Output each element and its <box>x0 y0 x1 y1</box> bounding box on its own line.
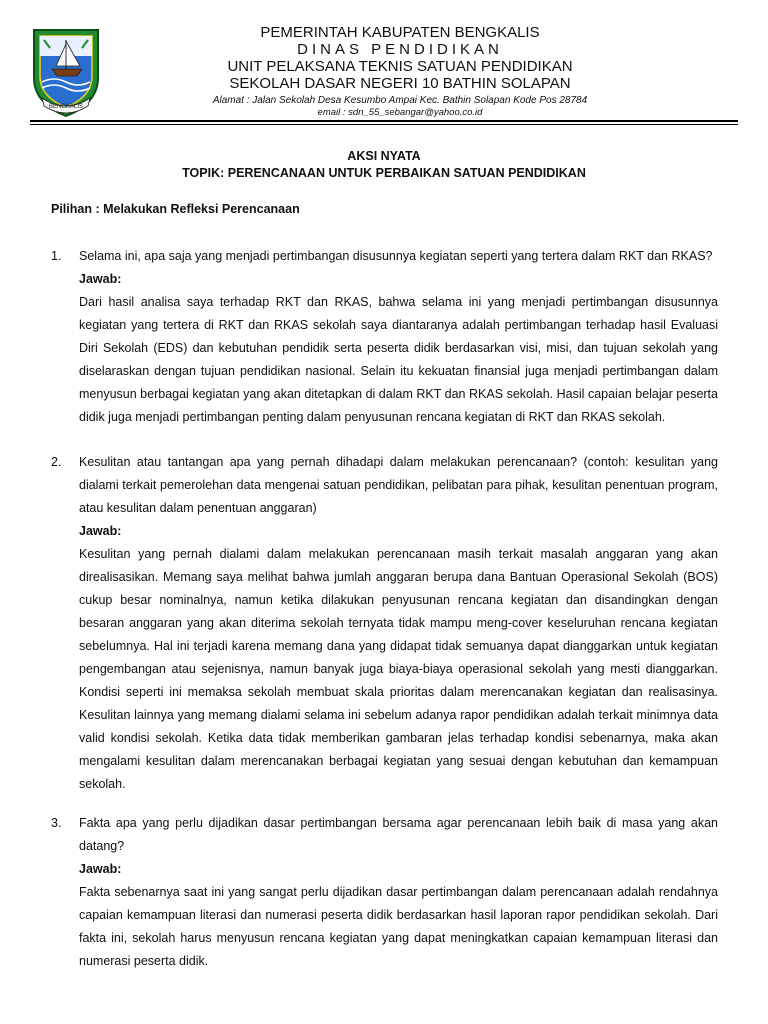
regency-crest-logo <box>30 26 102 118</box>
question-item-1 <box>51 245 718 429</box>
document-title: AKSI NYATA <box>347 149 421 163</box>
question-text: Fakta apa yang perlu dijadikan dasar pertimbangan bersama agar perencanaan lebih baik di masa yang akan datang? <box>79 816 718 853</box>
letterhead-text <box>100 24 700 119</box>
question-text: Kesulitan atau tantangan apa yang pernah dihadapi dalam melakukan perencanaan? (contoh: kesulitan yang dialami terkait pemerolehan data mengenai satuan pendidikan, pelibatan para pihak, kesulitan penentuan program, atau kesulitan dalam penentuan anggaran) <box>79 455 718 515</box>
svg-text:BENGKALIS: BENGKALIS <box>48 104 84 110</box>
letterhead-divider-thin <box>30 124 738 125</box>
unit-name: UNIT PELAKSANA TEKNIS SATUAN PENDIDIKAN <box>227 58 573 75</box>
school-email: email : sdn_55_sebangar@yahoo.co.id <box>317 107 483 118</box>
question-item-2 <box>51 451 718 796</box>
answer-label: Jawab: <box>79 862 122 876</box>
answer-text: Fakta sebenarnya saat ini yang sangat perlu dijadikan dasar pertimbangan dalam perencanaan adalah rendahnya capaian kemampuan literasi dan numerasi peserta didik berdasarkan hasil laporan rapor pendidikan sekolah. Dari fakta ini, sekolah harus menyusun rencana kegiatan yang dapat meningkatkan capaian kemampuan literasi dan numerasi peserta didik. <box>79 885 718 968</box>
school-address: Alamat : Jalan Sekolah Desa Kesumbo Ampai Kec. Bathin Solapan Kode Pos 28784 <box>212 95 588 106</box>
school-name: SEKOLAH DASAR NEGERI 10 BATHIN SOLAPAN <box>229 75 571 92</box>
answer-text: Dari hasil analisa saya terhadap RKT dan RKAS, bahwa selama ini yang menjadi pertimbangan disusunnya kegiatan yang tertera di RKT dan RKAS sekolah saya diantaranya adalah pertimbangan terhadap hasil Evaluasi Diri Sekolah (EDS) dan kebutuhan pendidik serta peserta didik berdasarkan visi, misi, dan tujuan sekolah yang diselaraskan dengan tujuan pendidikan nasional. Selain itu kekuatan finansial juga menjadi pertimbangan dalam menyusun berbagai kegiatan yang akan ditetapkan di dalam RKT dan RKAS sekolah. Hasil capaian belajar peserta didik juga menjadi pertimbangan penting dalam penyusunan rencana kegiatan di RKT dan RKAS sekolah. <box>79 295 718 424</box>
question-item-3 <box>51 812 718 973</box>
question-number: 1. <box>51 249 62 263</box>
choice-heading: Pilihan : Melakukan Refleksi Perencanaan <box>51 202 300 216</box>
letterhead-divider-thick <box>30 120 738 122</box>
question-number: 3. <box>51 816 62 830</box>
government-name: PEMERINTAH KABUPATEN BENGKALIS <box>260 24 540 41</box>
question-text: Selama ini, apa saja yang menjadi pertimbangan disusunnya kegiatan seperti yang tertera dalam RKT dan RKAS? <box>79 249 713 263</box>
question-number: 2. <box>51 455 62 469</box>
answer-label: Jawab: <box>79 272 122 286</box>
letterhead <box>0 18 768 128</box>
office-name: DINAS PENDIDIKAN <box>297 41 503 58</box>
answer-text: Kesulitan yang pernah dialami dalam melakukan perencanaan masih terkait masalah anggaran yang akan direalisasikan. Memang saya melihat bahwa jumlah anggaran berupa dana Bantuan Operasional Sekolah (BOS) cukup besar nominalnya, namun ketika dilakukan penyusunan rencana kegiatan dan disandingkan dengan besaran anggaran yang akan diterima sekolah ternyata tidak mampu meng-cover keseluruhan rencana kegiatan sebelumnya. Hal ini terjadi karena memang dana yang didapat tidak semuanya dapat dianggarkan untuk kegiatan pengembangan atau sejenisnya, namun banyak juga biaya-biaya operasional sekolah yang mesti dianggarkan. Kondisi seperti ini memaksa sekolah membuat skala prioritas dalam merencanakan kegiatan dan realisasinya. Kesulitan lainnya yang memang dialami selama ini sebelum adanya rapor pendidikan adalah terkait minimnya data valid kondisi sekolah. Ketika data tidak memberikan gambaran jelas terhadap kondisi sebenarnya, maka akan mengalami kesulitan dalam merencanakan berbagai kegiatan yang sesuai dengan kebutuhan dan kemampuan sekolah. <box>79 547 718 791</box>
answer-label: Jawab: <box>79 524 122 538</box>
document-topic: TOPIK: PERENCANAAN UNTUK PERBAIKAN SATUAN PENDIDIKAN <box>182 166 586 180</box>
